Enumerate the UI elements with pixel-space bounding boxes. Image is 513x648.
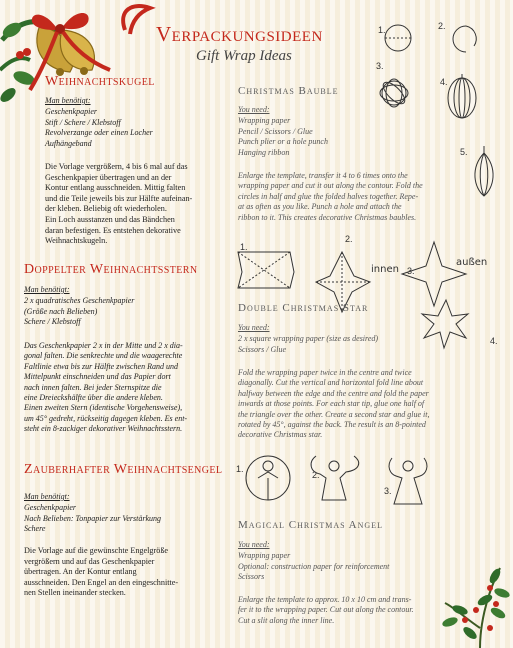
star-step-3-number: 3.: [407, 266, 415, 276]
text-line: Enlarge the template to approx. 10 x 10 cm and trans-: [238, 595, 412, 604]
list-item: Schere / Klebstoff: [24, 317, 81, 326]
page-subtitle: Gift Wrap Ideas: [196, 48, 292, 64]
text-line: halfway between the edge and the centre and fold the paper: [238, 388, 429, 398]
text-line: nen Stellen ineinander stecken.: [24, 588, 126, 598]
materials-list-angel: [238, 551, 389, 583]
instructions-angel: [238, 595, 414, 626]
needs-label-bauble: You need:: [238, 105, 270, 114]
bauble-step-1-number: 1.: [378, 25, 386, 35]
materials-list-stern: [24, 296, 134, 328]
text-line: decorative Christmas star.: [238, 430, 323, 440]
needs-label-angel: You need:: [238, 540, 270, 549]
bauble-step-3-number: 3.: [376, 61, 384, 71]
bauble-step-2-diagram: [453, 26, 476, 52]
needs-label-star: You need:: [238, 323, 270, 332]
text-line: fer it to the wrapping paper. Cut out along the contour.: [238, 605, 414, 615]
text-line: um 45° gedreht, rückseitig dagegen kleben. Es ent-: [24, 413, 188, 423]
instructions-kugel: [45, 162, 192, 247]
text-line: rotated by 45°, against the back. The result is an 8-pointed: [238, 420, 426, 430]
text-line: Faltlinie etwa bis zur Hälfte zwischen Rand und: [24, 361, 178, 371]
text-line: Weihnachtskugeln.: [45, 236, 108, 246]
text-line: Ein Loch ausstanzen und das Bändchen: [45, 214, 175, 224]
needs-label-stern: Man benötigt:: [24, 285, 70, 294]
text-line: at as often as you like. Punch a hole and attach the: [238, 202, 402, 212]
star-step-4-diagram: [422, 300, 468, 348]
angel-step-2-number: 2.: [312, 470, 320, 480]
list-item: Schere: [24, 524, 46, 533]
star-step-4-number: 4.: [490, 336, 498, 346]
section-title-star: Double Christmas Star: [238, 302, 369, 314]
materials-list-kugel: [45, 107, 153, 149]
bauble-step-2-number: 2.: [438, 21, 446, 31]
text-line: Mittelpunkt einschneiden und das Papier dort: [24, 372, 171, 382]
instructions-stern: [24, 341, 187, 435]
text-line: wrapping paper and cut it out along the contour. Fold the: [238, 181, 423, 191]
bauble-step-4-number: 4.: [440, 77, 448, 87]
text-line: gonal falten. Die senkrechte und die waagerechte: [24, 351, 183, 361]
list-item: Wrapping paper: [238, 551, 291, 560]
text-line: übertragen. An der Kontur entlang: [24, 567, 137, 577]
list-item: (Größe nach Belieben): [24, 306, 98, 316]
text-line: Cut a slit along the inner line.: [238, 615, 335, 625]
star-label-innen: innen: [371, 264, 399, 275]
text-line: eine Dreieckshälfte über die andere kleben.: [24, 393, 163, 403]
list-item: Geschenkpapier: [45, 107, 97, 116]
holly-berry-decoration: [440, 548, 513, 648]
text-line: ribbon to it. This creates decorative Christmas baubles.: [238, 212, 417, 222]
text-line: diagonally. Cut the vertical and horizontal fold line about: [238, 378, 424, 388]
text-line: Enlarge the template, transfer it 4 to 6 times onto the: [238, 171, 408, 180]
section-title-bauble: Christmas Bauble: [238, 85, 339, 97]
text-line: Kontur entlang ausschneiden. Mittig falten: [45, 183, 186, 193]
instructions-engel: [24, 546, 178, 599]
needs-label-engel: Man benötigt:: [24, 492, 70, 501]
star-step-1-number: 1.: [240, 242, 248, 252]
text-line: steht ein 8-zackiger dekorativer Weihnachtsstern.: [24, 424, 183, 434]
list-item: Scissors / Glue: [238, 344, 286, 354]
list-item: Scissors: [238, 572, 265, 581]
text-line: nach innen falten. Bei jeder Sternspitze die: [24, 382, 162, 392]
materials-list-star: [238, 334, 378, 355]
section-title-engel: Zauberhafter Weihnachtsengel: [24, 462, 223, 477]
list-item: Wrapping paper: [238, 116, 291, 125]
text-line: der kleben. Beliebig oft wiederholen.: [45, 204, 167, 214]
star-step-1-diagram: [238, 252, 294, 288]
text-line: Geschenkpapier übertragen und an der: [45, 172, 172, 182]
section-title-angel: Magical Christmas Angel: [238, 519, 383, 531]
list-item: Optional: construction paper for reinforcement: [238, 561, 390, 571]
list-item: Pencil / Scissors / Glue: [238, 126, 313, 136]
section-title-stern: Doppelter Weihnachtsstern: [24, 262, 198, 277]
star-step-2-number: 2.: [345, 234, 353, 244]
bauble-step-5-number: 5.: [460, 147, 468, 157]
page-title: Verpackungsideen: [156, 22, 323, 46]
bauble-step-3-diagram: [377, 76, 411, 110]
text-line: ausschneiden. Den Engel an den eingeschnitte-: [24, 577, 179, 587]
text-line: vergrößern und auf das Geschenkpapier: [24, 556, 155, 566]
text-line: the triangle over the other. Create a second star and glue it,: [238, 409, 430, 419]
bauble-step-5-diagram: [475, 146, 493, 196]
text-line: Die Vorlage auf die gewünschte Engelgröße: [24, 546, 169, 555]
materials-list-bauble: [238, 116, 328, 158]
star-label-aussen: außen: [456, 257, 488, 268]
section-title-kugel: Weihnachtskugel: [45, 74, 155, 89]
text-line: Das Geschenkpapier 2 x in der Mitte und 2 x dia-: [24, 341, 183, 350]
list-item: Hanging ribbon: [238, 147, 290, 157]
text-line: inwards at those points. For each star tip, glue one half of: [238, 399, 425, 409]
list-item: 2 x quadratisches Geschenkpapier: [24, 296, 135, 305]
angel-step-3-diagram: [389, 458, 427, 504]
text-line: Die Vorlage vergrößern, 4 bis 6 mal auf das: [45, 162, 188, 171]
angel-step-3-number: 3.: [384, 486, 392, 496]
list-item: Revolverzange oder einen Locher: [45, 128, 153, 137]
bauble-step-4-diagram: [448, 74, 476, 118]
text-line: circles in half and glue the folded halves together. Repe-: [238, 191, 419, 201]
materials-list-engel: [24, 503, 161, 535]
list-item: Nach Belieben: Tonpapier zur Verstärkung: [24, 513, 162, 523]
bauble-step-1-diagram: [385, 25, 411, 51]
angel-diagrams: [236, 448, 456, 508]
list-item: Geschenkpapier: [24, 503, 76, 512]
text-line: Einen zweiten Stern (identische Vorgehensweise),: [24, 403, 183, 413]
list-item: Aufhängeband: [45, 138, 92, 148]
text-line: und die Teile jeweils bis zur Hälfte aufeinan-: [45, 193, 193, 203]
text-line: Fold the wrapping paper twice in the centre and twice: [238, 368, 412, 377]
text-line: daran befestigen. Es entstehen dekorative: [45, 225, 181, 235]
angel-step-1-number: 1.: [236, 464, 244, 474]
bells-ribbon-decoration: [0, 0, 160, 110]
bauble-diagrams: [370, 18, 510, 198]
needs-label-kugel: Man benötigt:: [45, 96, 91, 105]
angel-step-1-diagram: [246, 456, 290, 500]
instructions-star: [238, 368, 429, 441]
list-item: Stift / Schere / Klebstoff: [45, 117, 121, 127]
list-item: 2 x square wrapping paper (size as desired): [238, 334, 379, 343]
list-item: Punch plier or a hole punch: [238, 137, 328, 146]
